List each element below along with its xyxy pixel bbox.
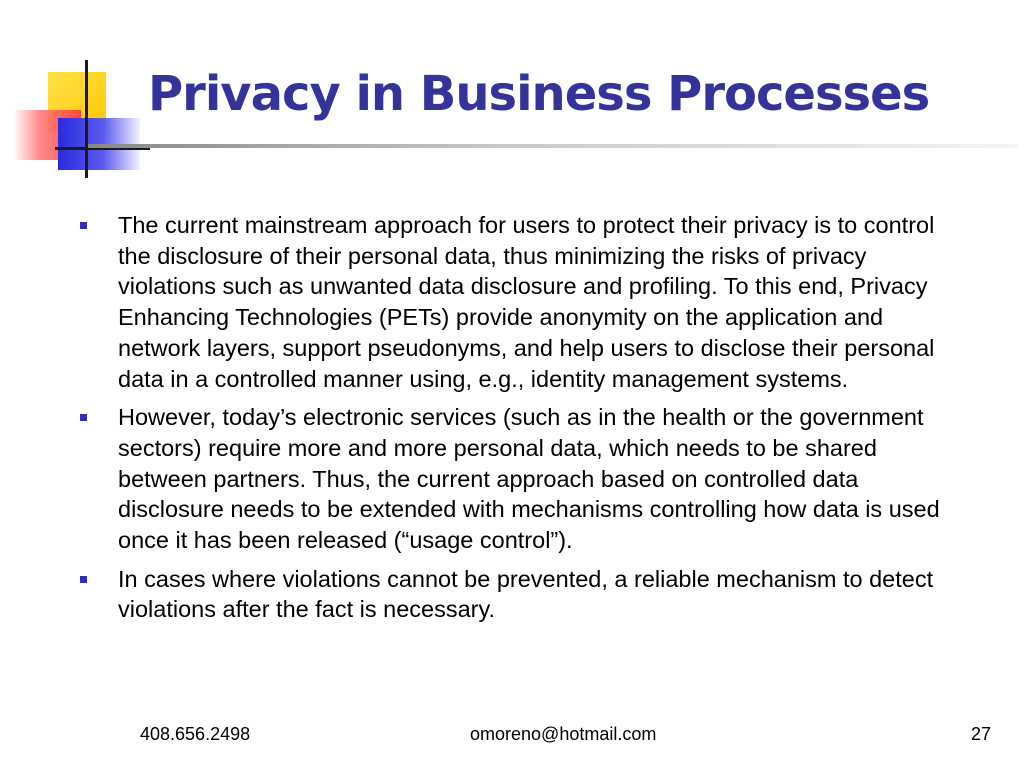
slide-title: Privacy in Business Processes	[148, 66, 930, 122]
bullet-text: The current mainstream approach for users to protect their privacy is to control the disclosure of their personal data, thus minimizing the risks of privacy violations such as unwanted data disclosure and profiling. To this end, Privacy Enhancing Technologies (PETs) provide anonymity on the application and network layers, support pseudonyms, and help users to disclose their personal data in a controlled manner using, e.g., identity management systems.	[118, 212, 935, 392]
bullet-text: However, today’s electronic services (such as in the health or the government sectors) require more and more personal data, which needs to be shared between partners. Thus, the current approach based on controlled data disclosure needs to be extended with mechanisms controlling how data is used once it has been released (“usage control”).	[118, 404, 940, 554]
bullet-square-icon	[80, 222, 87, 229]
logo-vertical-line	[85, 60, 88, 178]
bullet-list	[78, 210, 958, 633]
bullet-item	[78, 402, 958, 556]
footer-page-number: 27	[970, 724, 991, 744]
decorative-logo-icon	[0, 0, 150, 180]
bullet-square-icon	[80, 576, 87, 583]
bullet-item	[78, 210, 958, 394]
footer-phone: 408.656.2498	[140, 724, 251, 744]
bullet-item	[78, 564, 958, 625]
bullet-text: In cases where violations cannot be prevented, a reliable mechanism to detect violations after the fact is necessary.	[118, 565, 934, 623]
footer-email: omoreno@hotmail.com	[470, 724, 657, 744]
bullet-square-icon	[80, 414, 87, 421]
title-divider	[88, 144, 1018, 148]
